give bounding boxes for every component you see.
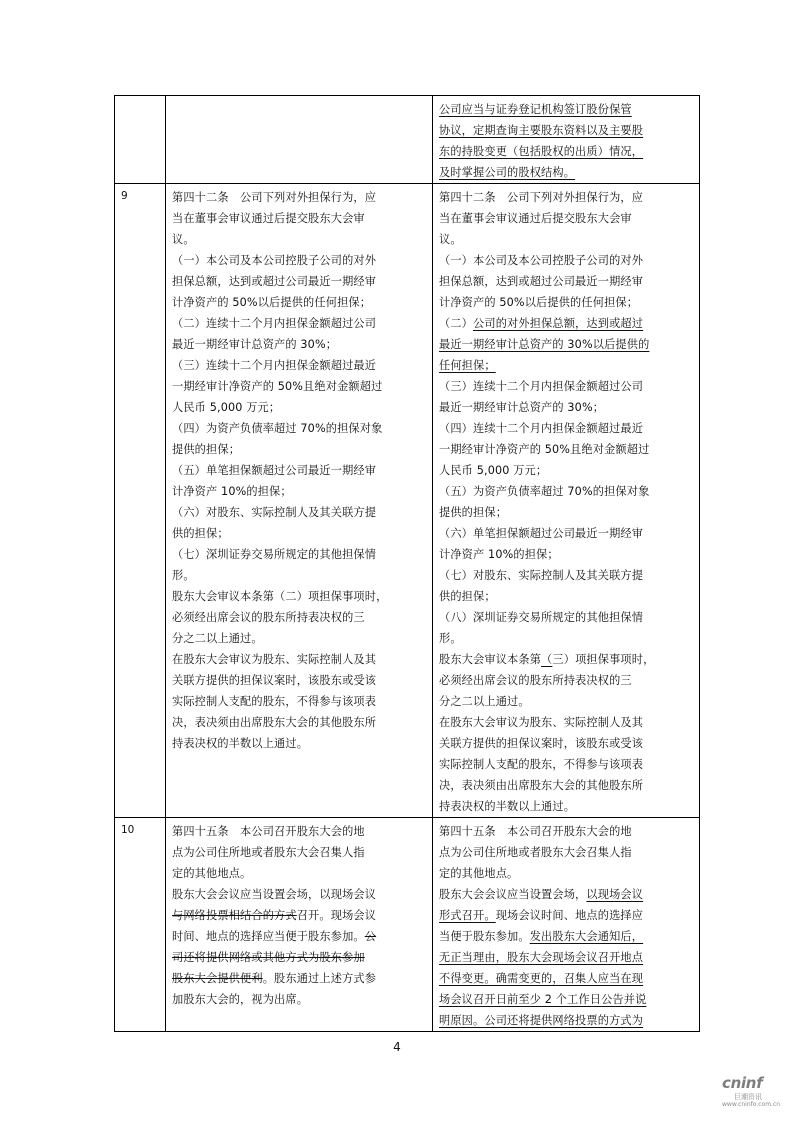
text-line: （一）本公司及本公司控股子公司的对外	[172, 254, 377, 267]
text-line: 最近一期经审计总资产的 30%；	[439, 401, 605, 414]
text-line: （五）单笔担保额超过公司最近一期经审	[172, 464, 377, 477]
inserted-text: 场会议召开日前至少 2 个工作日公告并说	[439, 993, 647, 1006]
text-line: 决，表决须由出席股东大会的其他股东所	[172, 716, 377, 729]
text-line: 担保总额，达到或超过公司最近一期经审	[172, 275, 377, 288]
text-line: 形。	[172, 569, 195, 582]
text-line: （一）本公司及本公司控股子公司的对外	[439, 254, 644, 267]
inserted-text: 发出股东大会通知后，	[529, 930, 644, 943]
text-line: 关联方提供的担保议案时，该股东或受该	[439, 737, 644, 750]
text-line: 议。	[172, 233, 195, 246]
text-line: 股东大会提供便利。股东通过上述方式参	[172, 972, 377, 985]
text-line: 第四十二条 公司下列对外担保行为，应	[439, 191, 644, 204]
text-line: 定的其他地点。	[172, 867, 252, 880]
text-line	[166, 947, 432, 968]
watermark-brand: cninf	[722, 1074, 763, 1092]
deleted-text: 公	[364, 930, 377, 943]
text-line: 持表决权的半数以上通过。	[439, 800, 576, 813]
text-line: 提供的担保；	[172, 443, 241, 456]
deleted-text: 与网络投票相结合的方式	[172, 909, 297, 922]
inserted-text: 公司应当与证券登记机构签订股份保管	[439, 103, 632, 116]
text-line: （二）连续十二个月内担保金额超过公司	[172, 317, 377, 330]
text-line: 定的其他地点。	[439, 867, 519, 880]
text-line: 实际控制人支配的股东，不得参与该项表	[172, 695, 377, 708]
original-text-cell	[166, 818, 433, 1032]
text-line: 一期经审计净资产的 50%且绝对金额超过	[439, 443, 650, 456]
text-line: 在股东大会审议为股东、实际控制人及其	[172, 653, 377, 666]
text-line: 担保总额，达到或超过公司最近一期经审	[439, 275, 644, 288]
inserted-text: 无正当理由，股东大会现场会议召开地点	[439, 951, 644, 964]
text-line: （八）深圳证券交易所规定的其他担保情	[439, 611, 644, 624]
original-text-cell	[166, 96, 433, 184]
inserted-text: 及时掌握公司的股权结构。	[439, 166, 576, 179]
inserted-text: 以现场会议	[586, 888, 644, 901]
text-line: 加股东大会的，视为出席。	[172, 993, 309, 1006]
text-line: 一期经审计净资产的 50%且绝对金额超过	[172, 380, 383, 393]
text-line	[433, 162, 699, 183]
inserted-text: 公司的对外担保总额，达到或超过	[473, 317, 644, 330]
text-line: （四）连续十二个月内担保金额超过最近	[439, 422, 644, 435]
text-line: 第四十五条 本公司召开股东大会的地	[172, 825, 365, 838]
cninfo-watermark-logo	[722, 1074, 794, 1114]
text-line: （四）为资产负债率超过 70%的担保对象	[172, 422, 383, 435]
text-line: 计净资产 10%的担保；	[439, 548, 559, 561]
text-line: 形式召开。现场会议时间、地点的选择应	[439, 909, 644, 922]
inserted-text: （	[541, 653, 553, 666]
text-line: 当在董事会审议通过后提交股东大会审	[172, 212, 365, 225]
revised-text-cell	[433, 184, 700, 818]
text-line: 当在董事会审议通过后提交股东大会审	[439, 212, 632, 225]
deleted-text: 司还将提供网络或其他方式为股东参加	[172, 951, 365, 964]
text-line: 供的担保；	[439, 590, 496, 603]
inserted-text: 任何担保；	[439, 359, 496, 372]
text-line: 实际控制人支配的股东，不得参与该项表	[439, 758, 644, 771]
row-number	[115, 96, 166, 184]
text-line	[433, 989, 699, 1010]
text-line: 持表决权的半数以上通过。	[172, 737, 309, 750]
row-number: 9	[115, 184, 166, 818]
text-line: 股东大会会议应当设置会场，以现场会议	[439, 888, 644, 901]
text-line: 点为公司住所地或者股东大会召集人指	[172, 846, 365, 859]
inserted-text: 不得变更。确需变更的，召集人应当在现	[439, 972, 644, 985]
inserted-text: 东的持股变更（包括股权的出质）情况，	[439, 145, 644, 158]
text-line	[433, 355, 699, 376]
text-line: 必须经出席会议的股东所持表决权的三	[439, 674, 632, 687]
text-line: （七）对股东、实际控制人及其关联方提	[439, 569, 644, 582]
table-row	[115, 184, 700, 818]
text-line: 分之二以上通过。	[439, 695, 530, 708]
text-line: 股东大会审议本条第（三）项担保事项时，	[439, 653, 655, 666]
text-line: （二）公司的对外担保总额，达到或超过	[439, 317, 644, 330]
text-line: 议。	[439, 233, 462, 246]
text-line: （三）连续十二个月内担保金额超过公司	[439, 380, 644, 393]
text-line: （七）深圳证券交易所规定的其他担保情	[172, 548, 377, 561]
text-line	[433, 334, 699, 355]
table-row	[115, 96, 700, 184]
deleted-text: 股东大会提供便利	[172, 972, 263, 985]
row-number: 10	[115, 818, 166, 1032]
text-line: 当便于股东参加。发出股东大会通知后，	[439, 930, 644, 943]
comparison-table	[114, 95, 700, 1032]
text-line: 关联方提供的担保议案时，该股东或受该	[172, 674, 377, 687]
inserted-text: 明原因。公司还将提供网络投票的方式为	[439, 1014, 644, 1027]
text-line: 必须经出席会议的股东所持表决权的三	[172, 611, 365, 624]
inserted-text: 最近一期经审计总资产的 30%以后提供的	[439, 338, 650, 351]
watermark-subtitle: 巨潮资讯	[734, 1093, 762, 1101]
text-line: 与网络投票相结合的方式召开。现场会议	[172, 909, 377, 922]
revised-text-cell	[433, 818, 700, 1032]
text-line	[433, 968, 699, 989]
text-line: 提供的担保；	[439, 506, 508, 519]
inserted-text: 形式召开。	[439, 909, 496, 922]
text-line: 决，表决须由出席股东大会的其他股东所	[439, 779, 644, 792]
text-line: 计净资产的 50%以后提供的任何担保；	[172, 296, 372, 309]
text-line: 时间、地点的选择应当便于股东参加。公	[172, 930, 377, 943]
text-line	[433, 120, 699, 141]
page-number: 4	[393, 1040, 401, 1054]
inserted-text: 协议，定期查询主要股东资料以及主要股	[439, 124, 644, 137]
text-line: 供的担保；	[172, 527, 229, 540]
text-line: 点为公司住所地或者股东大会召集人指	[439, 846, 632, 859]
text-line: 股东大会审议本条第（二）项担保事项时，	[172, 590, 388, 603]
text-line	[433, 947, 699, 968]
text-line: 人民币 5,000 万元；	[439, 464, 548, 477]
text-line: （三）连续十二个月内担保金额超过最近	[172, 359, 377, 372]
table-row	[115, 818, 700, 1032]
original-text-cell	[166, 184, 433, 818]
text-line: 股东大会会议应当设置会场，以现场会议	[172, 888, 377, 901]
text-line: （六）单笔担保额超过公司最近一期经审	[439, 527, 644, 540]
text-line: 最近一期经审计总资产的 30%；	[172, 338, 338, 351]
watermark-url: www.cninfo.com.cn	[722, 1101, 781, 1108]
text-line	[433, 141, 699, 162]
text-line: 人民币 5,000 万元；	[172, 401, 281, 414]
text-line: 第四十五条 本公司召开股东大会的地	[439, 825, 632, 838]
text-line: 形。	[439, 632, 462, 645]
text-line: 计净资产 10%的担保；	[172, 485, 292, 498]
text-line: （五）为资产负债率超过 70%的担保对象	[439, 485, 650, 498]
text-line: （六）对股东、实际控制人及其关联方提	[172, 506, 377, 519]
text-line: 分之二以上通过。	[172, 632, 263, 645]
revised-text-cell	[433, 96, 700, 184]
text-line	[433, 99, 699, 120]
text-line	[433, 1010, 699, 1031]
text-line: 第四十二条 公司下列对外担保行为，应	[172, 191, 377, 204]
text-line: 在股东大会审议为股东、实际控制人及其	[439, 716, 644, 729]
text-line: 计净资产的 50%以后提供的任何担保；	[439, 296, 639, 309]
